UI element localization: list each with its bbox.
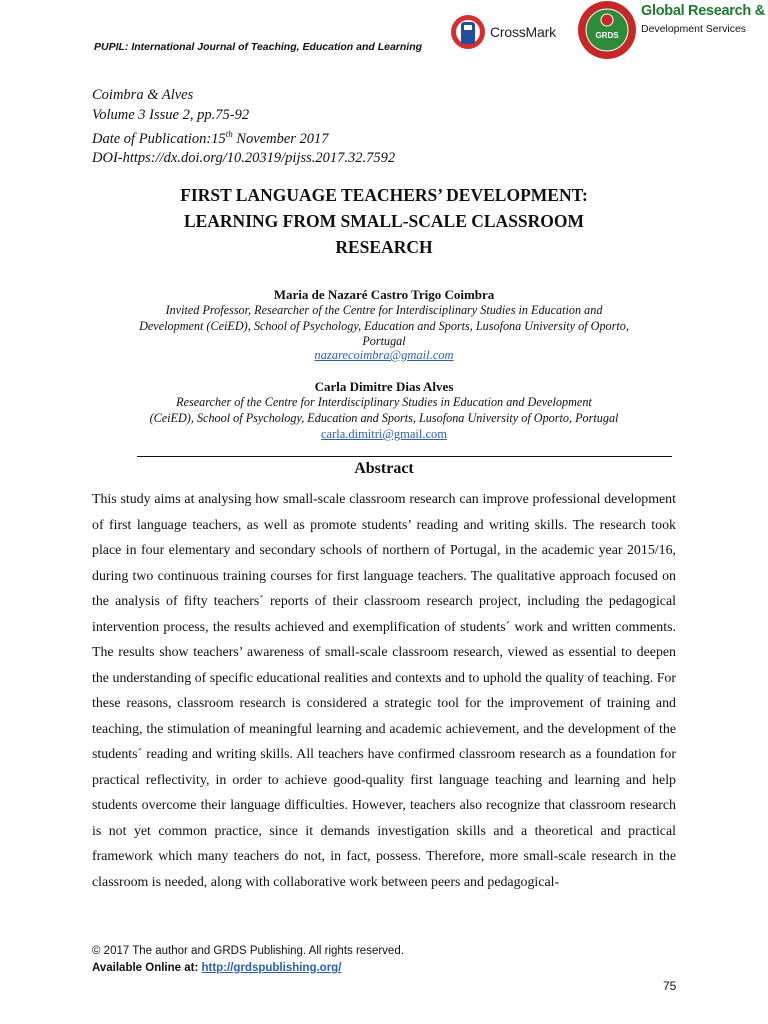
publication-date: Date of Publication:15th November 2017 (92, 129, 329, 147)
author-email[interactable]: nazarecoimbra@gmail.com (314, 348, 454, 362)
abstract-heading: Abstract (354, 460, 414, 477)
availability-line (92, 962, 341, 974)
crossmark-icon (450, 14, 486, 50)
author-name: Maria de Nazaré Castro Trigo Coimbra (273, 287, 495, 302)
svg-text:GRDS: GRDS (595, 31, 619, 40)
doi[interactable]: DOI-https://dx.doi.org/10.20319/pijss.2017.32.7592 (92, 150, 396, 167)
author-affiliation: Researcher of the Centre for Interdisciplinary Studies in Education and Development (CeiED), School of Psychology, Education and Sports, Lusofona University of Oporto, Portugal (149, 395, 619, 425)
abstract-text: This study aims at analysing how small-scale classroom research can improve professional development of first language teachers, as well as promote students’ reading and writing skills. The research took place in four elementary and secondary schools of northern of Portugal, in the academic year 2015/16, during two continuous training courses for first language teachers. The qualitative approach focused on the analysis of fifty teachers´ reports of their classroom research project, including the pedagogical intervention process, the results achieved and exemplification of students´ work and written comments. The results show teachers’ awareness of small-scale classroom research, viewed as essential to deepen the understanding of specific educational realities and contexts and to uphold the quality of teaching. For these reasons, classroom research is considered a strategic tool for the improvement of training and teaching, the stimulation of meaningful learning and academic achievement, and the development of the students´ reading and writing skills. All teachers have confirmed classroom research as a foundation for practical reflectivity, in order to achieve good-quality first language teaching and learning and help students overcome their language difficulties. However, teachers also recognize that classroom research is not yet common practice, since it demands investigation skills and a theoretical and practical framework which many teachers do not, in fact, possess. Therefore, more small-scale research in the classroom is needed, along with collaborative work between peers and pedagogical- (92, 492, 676, 890)
grds-seal-icon (574, 0, 640, 60)
available-label: Available Online at: (92, 962, 202, 974)
authors-short: Coimbra & Alves (92, 87, 194, 103)
publisher-link[interactable]: http://grdspublishing.org/ (201, 962, 342, 974)
paper-title: FIRST LANGUAGE TEACHERS’ DEVELOPMENT: LEARNING FROM SMALL-SCALE CLASSROOM RESEARCH (180, 185, 588, 257)
page-number: 75 (663, 979, 677, 993)
author-name: Carla Dimitre Dias Alves (314, 379, 454, 394)
author-email[interactable]: carla.dimitri@gmail.com (320, 427, 448, 441)
grds-subtitle: Development Services (641, 23, 747, 35)
crossmark-badge[interactable] (450, 13, 556, 51)
grds-title: Global Research & (641, 3, 765, 19)
section-divider (137, 456, 672, 457)
volume-info: Volume 3 Issue 2, pp.75-92 (92, 106, 250, 123)
author-affiliation: Invited Professor, Researcher of the Centre for Interdisciplinary Studies in Education and Development (CeiED), School of Psychology, Education and Sports, Lusofona University of Oporto, Portugal (139, 303, 629, 348)
article-metadata (92, 86, 395, 169)
copyright-notice: © 2017 The author and GRDS Publishing. All rights reserved. (92, 945, 404, 957)
journal-name: PUPIL: International Journal of Teaching, Education and Learning (94, 41, 423, 53)
crossmark-label: CrossMark (490, 24, 556, 40)
